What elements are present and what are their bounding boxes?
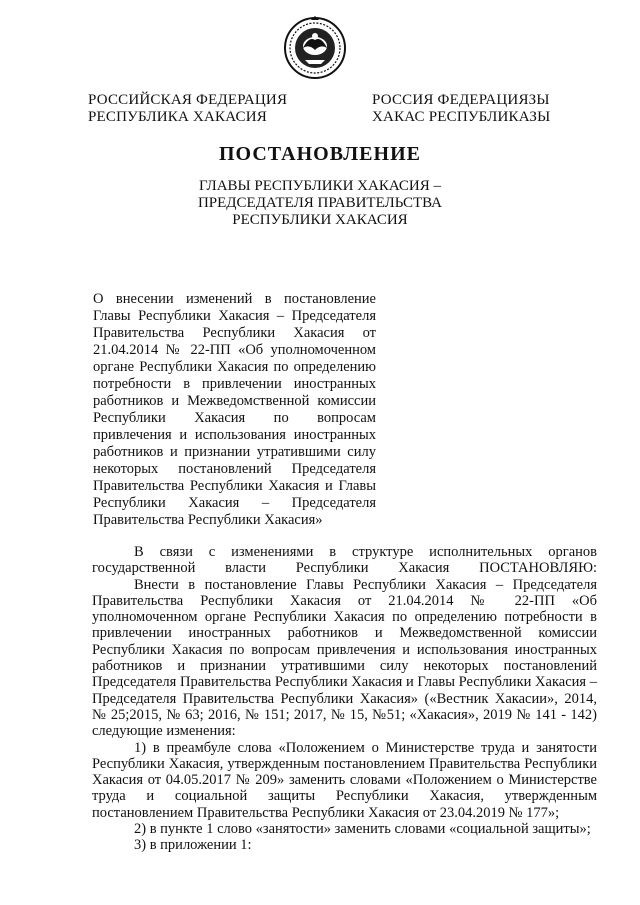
document-body [92, 544, 597, 854]
subtitle-line2: ПРЕДСЕДАТЕЛЯ ПРАВИТЕЛЬСТВА [197, 195, 443, 211]
paragraph-item-2: 2) в пункте 1 слово «занятости» заменить словами «социальной защиты»; [134, 821, 591, 838]
document-subject: О внесении изменений в постановление Главы Республики Хакасия – Председателя Правительства Республики Хакасия от 21.04.2014 № 22-ПП «Об уполномоченном органе Республики Хакасия по определению потребности в привлечении иностранных работников и Межведомственной комиссии Республики Хакасия по вопросам привлечения и использования иностранных работников и признании утратившими силу некоторых постановлений Председателя Правительства Республики Хакасия и Главы Республики Хакасия – Председателя Правительства Республики Хакасия» [93, 291, 376, 528]
header-left-line2: РЕСПУБЛИКА ХАКАСИЯ [88, 109, 267, 125]
header-left-line1: РОССИЙСКАЯ ФЕДЕРАЦИЯ [88, 92, 288, 108]
paragraph-item-3: 3) в приложении 1: [134, 837, 252, 854]
header-left [88, 92, 288, 126]
document-title: ПОСТАНОВЛЕНИЕ [219, 143, 421, 165]
paragraph-preamble: В связи с изменениями в структуре исполнительных органов государственной власти Республики Хакасия ПОСТАНОВЛЯЮ: [92, 544, 597, 577]
subtitle-line1: ГЛАВЫ РЕСПУБЛИКИ ХАКАСИЯ – [198, 178, 442, 194]
header-right-line1: РОССИЯ ФЕДЕРАЦИЯЗЫ [372, 92, 550, 108]
header-right [372, 92, 551, 126]
coat-of-arms-emblem [283, 16, 347, 80]
paragraph-item-1: 1) в преамбуле слова «Положением о Министерстве труда и занятости Республики Хакасия, утвержденным постановлением Правительства Республики Хакасия от 04.05.2017 № 209» заменить словами «Положением о Министерстве труда и социальной защиты Республики Хакасия, утвержденным постановлением Правительства Республики Хакасия от 23.04.2019 № 177»; [92, 739, 597, 821]
header-right-line2: ХАКАС РЕСПУБЛИКАЗЫ [372, 109, 551, 125]
subtitle-line3: РЕСПУБЛИКИ ХАКАСИЯ [232, 212, 408, 228]
document-subtitle [0, 178, 640, 229]
emblem-icon [283, 16, 347, 80]
paragraph-main: Внести в постановление Главы Республики Хакасия – Председателя Правительства Республики Хакасия от 21.04.2014 № 22-ПП «Об уполномоченном органе Республики Хакасия по определению потребности в привлечении иностранных работников и Межведомственной комиссии Республики Хакасия по вопросам привлечения и использования иностранных работников и признании утратившими силу некоторых постановлений Председателя Правительства Республики Хакасия и Главы Республики Хакасия – Председателя Правительства Республики Хакасия» («Вестник Хакасии», 2014, № 25;2015, № 63; 2016, № 151; 2017, № 15, №51; «Хакасия», 2019 № 141 - 142) следующие изменения: [92, 576, 597, 740]
